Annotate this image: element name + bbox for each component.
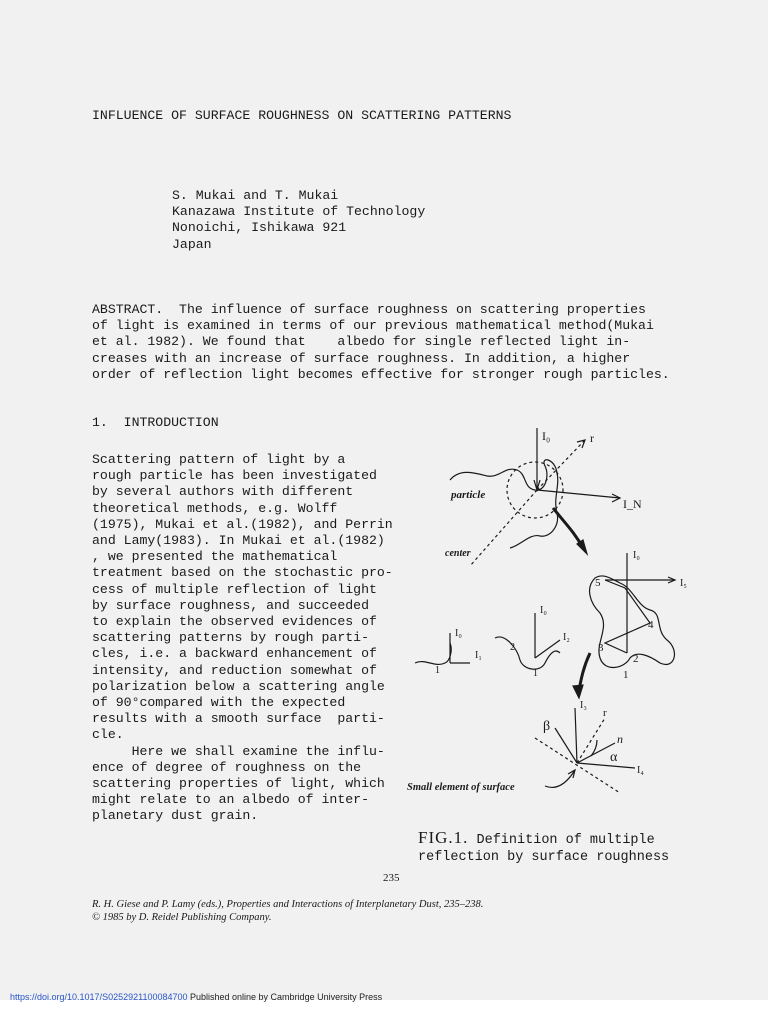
label-num-1c: 1 [623,669,629,681]
label-num-2a: 2 [510,642,515,653]
caption-text: Definition of multiple reflection by surface roughness [418,833,670,865]
label-i0: I₀ [542,429,551,443]
label-alpha: α [610,750,618,765]
page-number: 235 [383,872,400,884]
label-num-3: 3 [598,642,604,654]
label-num-1b: 1 [533,668,538,679]
caption-label: FIG.1. [418,828,469,847]
label-r-small: r [603,707,607,719]
label-i0-mid: I₀ [540,605,547,616]
label-beta: β [543,719,551,734]
label-num-2b: 2 [633,653,639,665]
label-in: I_N [623,497,642,511]
label-r: r [590,431,594,445]
label-particle: particle [451,489,486,501]
label-num-4: 4 [648,619,654,631]
doi-link[interactable]: https://doi.org/10.1017/S0252921100084700 [10,992,188,1002]
section-heading: 1. INTRODUCTION [92,415,219,430]
footer-text: Published online by Cambridge University Press [187,992,383,1002]
abstract: ABSTRACT. The influence of surface roughness on scattering properties of light is examined in terms of our previous mathematical method(Mukai et al. 1982). We found that albedo for single reflected light in- creases with an increase of surface roughness. In addition, a higher order of reflection light becomes effective for stronger rough particles. [92,302,670,382]
label-i2: I₂ [563,632,570,643]
label-i0-small: I₀ [455,628,462,639]
publication-credits: R. H. Giese and P. Lamy (eds.), Properties and Interactions of Interplanetary Dust, 235–238. © 1985 by D. Reidel Publishing Company. [92,899,484,923]
particle-outline-top [450,460,558,548]
intro-paragraph: Scattering pattern of light by a rough particle has been investigated by several authors with different theoretical methods, e.g. Wolff (1975), Mukai et al.(1982), and Perrin and Lamy(1983). In Mukai et al.(1982) , we presented the mathematical treatment based on the stochastic pro- cess of multiple reflection of light by surface roughness, and succeeded to explain the observed evidences of scattering patterns by rough parti- cles, i.e. a backward enhancement of intensity, and reduction somewhat of polarization below a scattering angle of 90°compared with the expected results with a smooth surface parti- cle. Here we shall examine the influ- ence of degree of roughness on the scattering properties of light, which might relate to an albedo of inter- planetary dust grain. [92,452,393,824]
thick-arrow [553,508,583,548]
figure-1-diagram [405,418,685,818]
label-num-5: 5 [595,577,601,589]
label-i0-right: I₀ [633,550,640,561]
footer [10,992,382,1002]
surface-2 [495,637,560,669]
center-line [470,490,537,566]
label-i4: I₄ [637,765,644,776]
label-num-1a: 1 [435,665,440,676]
surface-1 [415,643,451,664]
label-i1: I₁ [475,650,482,661]
label-i5: I₅ [680,578,687,589]
label-center: center [445,548,471,559]
figure-caption [418,830,669,866]
label-n: n [617,732,623,746]
paper-title: INFLUENCE OF SURFACE ROUGHNESS ON SCATTERING PATTERNS [92,108,512,123]
label-small-element: Small element of surface [407,782,515,793]
author-affiliation: S. Mukai and T. Mukai Kanazawa Institute of Technology Nonoichi, Ishikawa 921 Japan [172,188,426,252]
label-i3: I₃ [580,700,587,711]
normal-ray-in [537,490,620,498]
